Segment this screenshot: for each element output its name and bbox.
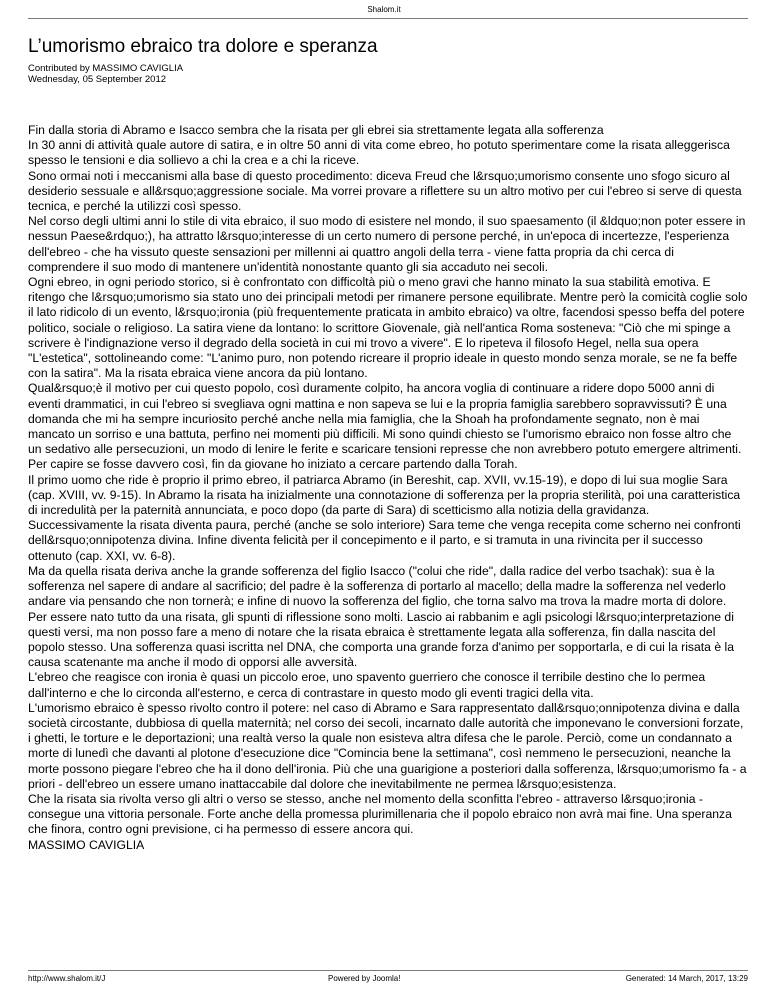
author-signature: MASSIMO CAVIGLIA [28, 837, 145, 852]
paragraph: Qual&rsquo;è il motivo per cui questo popolo, così duramente colpito, ha ancora voglia di continuare a ridere dopo 5000 anni di eventi drammatici, in cui l'ebreo si svegliava ogni mattina e non sapeva se lui e la propria famiglia sarebbero sopravvissuti? È una domanda che mi ha sempre incuriosito perché anche nella mia famiglia, che la Shoah ha profondamente segnato, non è mai mancato un sorriso e una battuta, perfino nei momenti più difficili. Mi sono quindi chiesto se l'umorismo ebraico non fosse altro che un sedativo alle persecuzioni, un modo di lenire le ferite e scaricare tensioni represse che non avrebbero potuto emergere altrimenti. Per capire se fosse davvero così, fin da giovane ho iniziato a cercare partendo dalla Torah. [28, 381, 742, 472]
publish-date: Wednesday, 05 September 2012 [28, 74, 167, 85]
paragraph: Fin dalla storia di Abramo e Isacco sembra che la risata per gli ebrei sia strettamente legata alla sofferenza [28, 123, 604, 137]
footer-generated: Generated: 14 March, 2017, 13:29 [625, 974, 748, 983]
contributed-by: Contributed by MASSIMO CAVIGLIA [28, 63, 184, 74]
paragraph: Sono ormai noti i meccanismi alla base di questo procedimento: diceva Freud che l&rsquo;umorismo consente uno sfogo sicuro al desiderio sessuale e all&rsquo;aggressione sociale. Ma vorrei provare a riflettere su un altro motivo per cui l'ebreo si serve di questa tecnica, e perché la utilizzi così spesso. [28, 168, 742, 214]
article-title: L’umorismo ebraico tra dolore e speranza [28, 36, 378, 57]
paragraph: Nel corso degli ultimi anni lo stile di vita ebraico, il suo modo di esistere nel mondo, il suo spaesamento (il &ldquo;non poter essere in nessun Paese&rdquo;), ha attratto l&rsquo;interesse di un certo numero di persone perché, in un'epoca di incertezze, l'esperienza dell'ebreo - che ha vissuto queste sensazioni per millenni ai quattro angoli della terra - viene fatta propria da chi cerca di comprendere il suo modo di mantenere un'identità nonostante quanto gli sia accaduto nei secoli. [28, 214, 746, 274]
article-body [28, 123, 748, 853]
paragraph: Che la risata sia rivolta verso gli altri o verso se stesso, anche nel momento della sconfitta l'ebreo - attraverso l&rsquo;ironia - consegue una vittoria personale. Forte anche della promessa plurimillenaria che il popolo ebraico non avrà mai fine. Una speranza che finora, contro ogni previsione, ci ha permesso di essere ancora qui. [28, 791, 732, 837]
paragraph: In 30 anni di attività quale autore di satira, e in oltre 50 anni di vita come ebreo, ho potuto sperimentare come la risata alleggerisca spesso le tensioni e dia sollievo a chi la crea e a chi la riceve. [28, 138, 730, 168]
paragraph: L'ebreo che reagisce con ironia è quasi un piccolo eroe, uno spavento guerriero che conosce il terribile destino che lo permea dall'interno e che lo circonda all'esterno, e cerca di contrastare in questo modo gli eventi tragici della vita. [28, 670, 706, 700]
footer-url[interactable]: http://www.shalom.it/J [28, 974, 106, 983]
site-header: Shalom.it [367, 5, 401, 14]
paragraph: Ma da quella risata deriva anche la grande sofferenza del figlio Isacco ("colui che ride", dalla radice del verbo tsachak): sua è la sofferenza nel sapere di andare al sacrificio; del padre è la sofferenza di portarlo al macello; della madre la sofferenza nel vederlo andare via pensando che non tornerà; e infine di nuovo la sofferenza del figlio, che torna salvo ma trova la madre morta di dolore. [28, 563, 727, 609]
paragraph: Per essere nato tutto da una risata, gli spunti di riflessione sono molti. Lascio ai rabbanim e agli psicologi l&rsquo;interpretazione di questi versi, ma non posso fare a meno di notare che la risata ebraica è strettamente legata alla sofferenza, fin dalla nascita del popolo stesso. Una sofferenza quasi iscritta nel DNA, che comporta una grande forza d'animo per sopportarla, e di cui la risata è la causa scatenante ma anche il modo di opporsi alle avversità. [28, 609, 734, 670]
page-footer [28, 974, 748, 986]
paragraph: L'umorismo ebraico è spesso rivolto contro il potere: nel caso di Abramo e Sara rappresentato dall&rsquo;onnipotenza divina e dalla società circostante, dubbiosa di quella maternità; nel corso dei secoli, incarnato dalle autorità che imponevano le conversioni forzate, i ghetti, le torture e le deportazioni; una realtà verso la quale non esisteva altra difesa che le parole. Perciò, come un condannato a morte di lunedì che davanti al plotone d'esecuzione dice "Comincia bene la settimana", così nemmeno le persecuzioni, neanche la morte possono piegare l'ebreo che ha il dono dell'ironia. Più che una guarigione a posteriori dalla sofferenza, l&rsquo;umorismo fa - a priori - dell'ebreo un essere umano inattaccabile dal dolore che inevitabilmente ne permea l&rsquo;esistenza. [28, 700, 747, 791]
paragraph: Il primo uomo che ride è proprio il primo ebreo, il patriarca Abramo (in Bereshit, cap. XVII, vv.15-19), e dopo di lui sua moglie Sara (cap. XVIII, vv. 9-15). In Abramo la risata ha inizialmente una connotazione di sofferenza per la propria sterilità, poi una caratteristica di incredulità per la paternità annunciata, e poco dopo (da parte di Sara) di scetticismo alla notizia della gravidanza. Successivamente la risata diventa paura, perché (anche se solo interiore) Sara teme che venga recepita come scherno nei confronti dell&rsquo;onnipotenza divina. Infine diventa felicità per il concepimento e il parto, e si tramuta in una rivincita per il successo ottenuto (cap. XXI, vv. 6-8). [28, 472, 741, 563]
header-divider [28, 18, 748, 19]
article-meta [28, 63, 748, 85]
footer-powered-by: Powered by Joomla! [328, 974, 401, 983]
paragraph: Ogni ebreo, in ogni periodo storico, si è confrontato con difficoltà più o meno gravi che hanno minato la sua stabilità emotiva. E ritengo che l&rsquo;umorismo sia stato uno dei principali metodi per rimanere persone equilibrate. Mentre però la comicità coglie solo il lato ridicolo di un evento, l&rsquo;ironia (più frequentemente praticata in ambito ebraico) va oltre, facendosi spesso beffa del potere politico, sociale o religioso. La satira viene da lontano: lo scrittore Giovenale, già nell'antica Roma sosteneva: "Ciò che mi spinge a scrivere è l'indignazione verso il degrado della società in cui mi trovo a vivere". E lo ripeteva il filosofo Hegel, nella sua opera "L'estetica", sottolineando come: "L'animo puro, non potendo ricreare il proprio ideale in questo mondo senza morale, se ne fa beffe con la satira". Ma la risata ebraica viene ancora da più lontano. [28, 275, 748, 381]
footer-divider [28, 970, 748, 971]
